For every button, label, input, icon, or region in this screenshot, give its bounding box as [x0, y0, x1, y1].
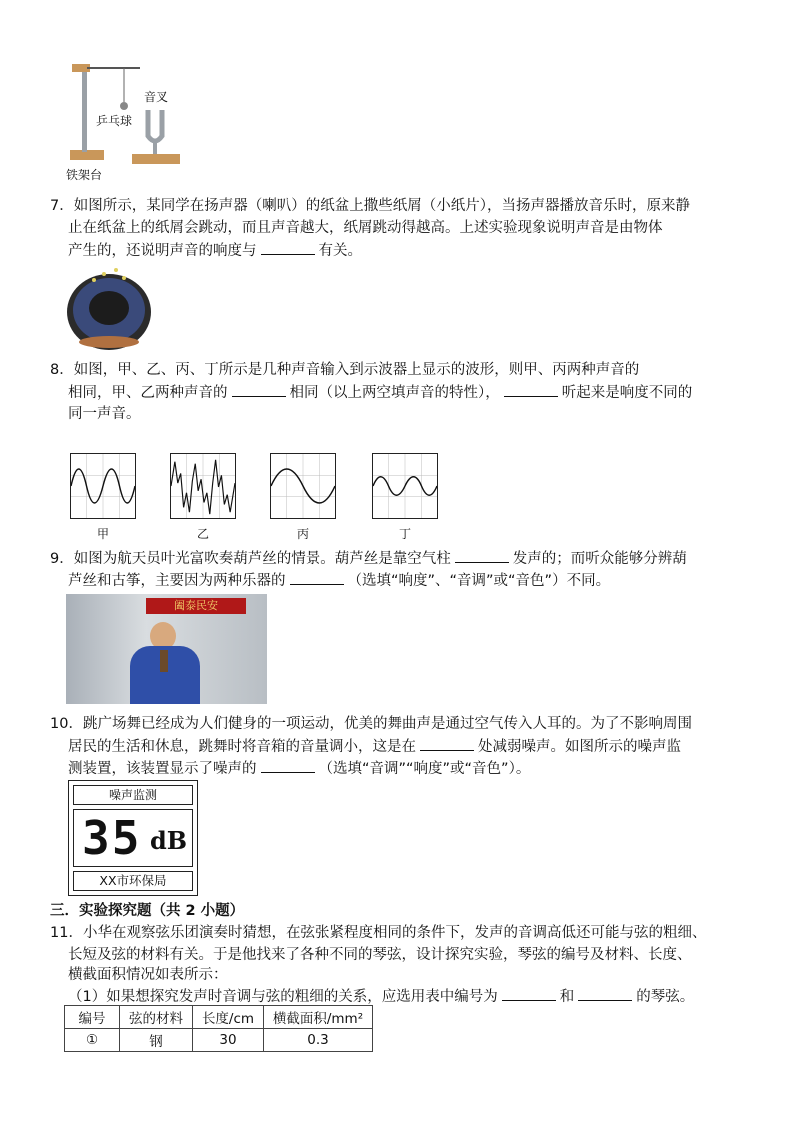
q9-text-b2: （选填“响度”、“音调”或“音色”）不同。 — [347, 573, 611, 589]
waveform-ding — [372, 453, 438, 519]
ping-pong-label: 乒乓球 — [96, 114, 133, 128]
tuning-fork-label: 音叉 — [144, 90, 169, 104]
section-heading: 三．实验探究题（共 2 小题） — [50, 903, 245, 919]
q11-sub-1 — [68, 986, 694, 1007]
q9-text-b: 发声的；而听众能够分辨葫 — [512, 551, 687, 567]
answer-blank[interactable] — [578, 986, 632, 1001]
q11-line-1: 11．小华在观察弦乐团演奏时猜想，在弦张紧程度相同的条件下，发声的音调高低还可能与弦的粗细、 — [50, 925, 707, 941]
waveform-yi — [170, 453, 236, 519]
answer-blank[interactable] — [290, 570, 344, 585]
table-cell: 30 — [193, 1029, 264, 1052]
table-row — [65, 1029, 373, 1052]
answer-blank[interactable] — [232, 382, 286, 397]
q10-line-1: 10．跳广场舞已经成为人们健身的一项运动，优美的舞曲声是通过空气传入人耳的。为了不影响周围 — [50, 716, 692, 732]
q7-text-b: 有关。 — [318, 243, 362, 259]
q11-sub-text-c: 的琴弦。 — [636, 989, 695, 1005]
q8-line-3: 同一声音。 — [68, 406, 141, 422]
q10-text-b: 处减弱噪声。如图所示的噪声监 — [478, 739, 681, 755]
q9-line-1 — [50, 548, 687, 569]
table-header: 弦的材料 — [120, 1006, 193, 1029]
q10-line-2 — [68, 736, 681, 757]
waveform-jia — [70, 453, 136, 519]
q10-line-3 — [68, 758, 530, 779]
table-header: 编号 — [65, 1006, 120, 1029]
speaker-image — [64, 262, 154, 352]
q10-text-b3: （选填“音调”“响度”或“音色”）。 — [318, 761, 531, 777]
banner-text: 阖泰民安 — [146, 598, 246, 614]
q10-text-a3: 测装置，该装置显示了噪声的 — [68, 761, 257, 777]
monitor-footer: XX市环保局 — [73, 871, 193, 891]
q8-line-2 — [68, 382, 692, 403]
table-header-row — [65, 1006, 373, 1029]
q8-line-1: 8．如图，甲、乙、丙、丁所示是几种声音输入到示波器上显示的波形，则甲、丙两种声音的 — [50, 362, 640, 378]
waveform-label-ding: 丁 — [398, 527, 411, 541]
q7-line-2: 止在纸盆上的纸屑会跳动，而且声音越大，纸屑跳动得越高。上述实验现象说明声音是由物体 — [68, 220, 663, 236]
monitor-unit: dB — [150, 826, 188, 855]
q7-line-3 — [68, 240, 362, 261]
q10-text-a: 居民的生活和休息，跳舞时将音箱的音量调小，这是在 — [68, 739, 416, 755]
q11-line-2: 长短及弦的材料有关。于是他找来了各种不同的琴弦，设计探究实验，琴弦的编号及材料、长度、 — [68, 947, 692, 963]
waveform-label-yi: 乙 — [196, 527, 209, 541]
table-header: 横截面积/mm² — [264, 1006, 373, 1029]
q7-line-1: 7．如图所示，某同学在扬声器（喇叭）的纸盆上撒些纸屑（小纸片），当扬声器播放音乐时，原来静 — [50, 198, 690, 214]
answer-blank[interactable] — [420, 736, 474, 751]
q8-text-b: 相同（以上两空填声音的特性）， — [289, 385, 500, 401]
table-cell: 钢 — [120, 1029, 193, 1052]
q8-text-c: 听起来是响度不同的 — [561, 385, 693, 401]
q8-text-a: 相同，甲、乙两种声音的 — [68, 385, 228, 401]
waveform-label-bing: 丙 — [296, 527, 309, 541]
string-table — [64, 1005, 373, 1052]
table-header: 长度/cm — [193, 1006, 264, 1029]
q9-line-2 — [68, 570, 610, 591]
tuning-fork-figure — [62, 58, 188, 184]
answer-blank[interactable] — [502, 986, 556, 1001]
iron-stand-label: 铁架台 — [66, 168, 103, 182]
astronaut-photo — [66, 594, 267, 704]
q11-sub-text-a: （1）如果想探究发声时音调与弦的粗细的关系，应选用表中编号为 — [68, 989, 498, 1005]
answer-blank[interactable] — [455, 548, 509, 563]
q9-text-a2: 芦丝和古筝，主要因为两种乐器的 — [68, 573, 286, 589]
q11-sub-text-b: 和 — [559, 989, 575, 1005]
monitor-value: 35 — [82, 811, 142, 865]
answer-blank[interactable] — [504, 382, 558, 397]
q11-line-3: 横截面积情况如表所示： — [68, 967, 228, 983]
q9-text-a: 9．如图为航天员叶光富吹奏葫芦丝的情景。葫芦丝是靠空气柱 — [50, 551, 451, 567]
waveform-label-jia: 甲 — [96, 527, 109, 541]
answer-blank[interactable] — [261, 758, 315, 773]
noise-monitor — [68, 780, 198, 896]
q7-text-a: 产生的，还说明声音的响度与 — [68, 243, 257, 259]
monitor-title: 噪声监测 — [73, 785, 193, 805]
table-cell: ① — [65, 1029, 120, 1052]
table-cell: 0.3 — [264, 1029, 373, 1052]
waveform-bing — [270, 453, 336, 519]
answer-blank[interactable] — [261, 240, 315, 255]
